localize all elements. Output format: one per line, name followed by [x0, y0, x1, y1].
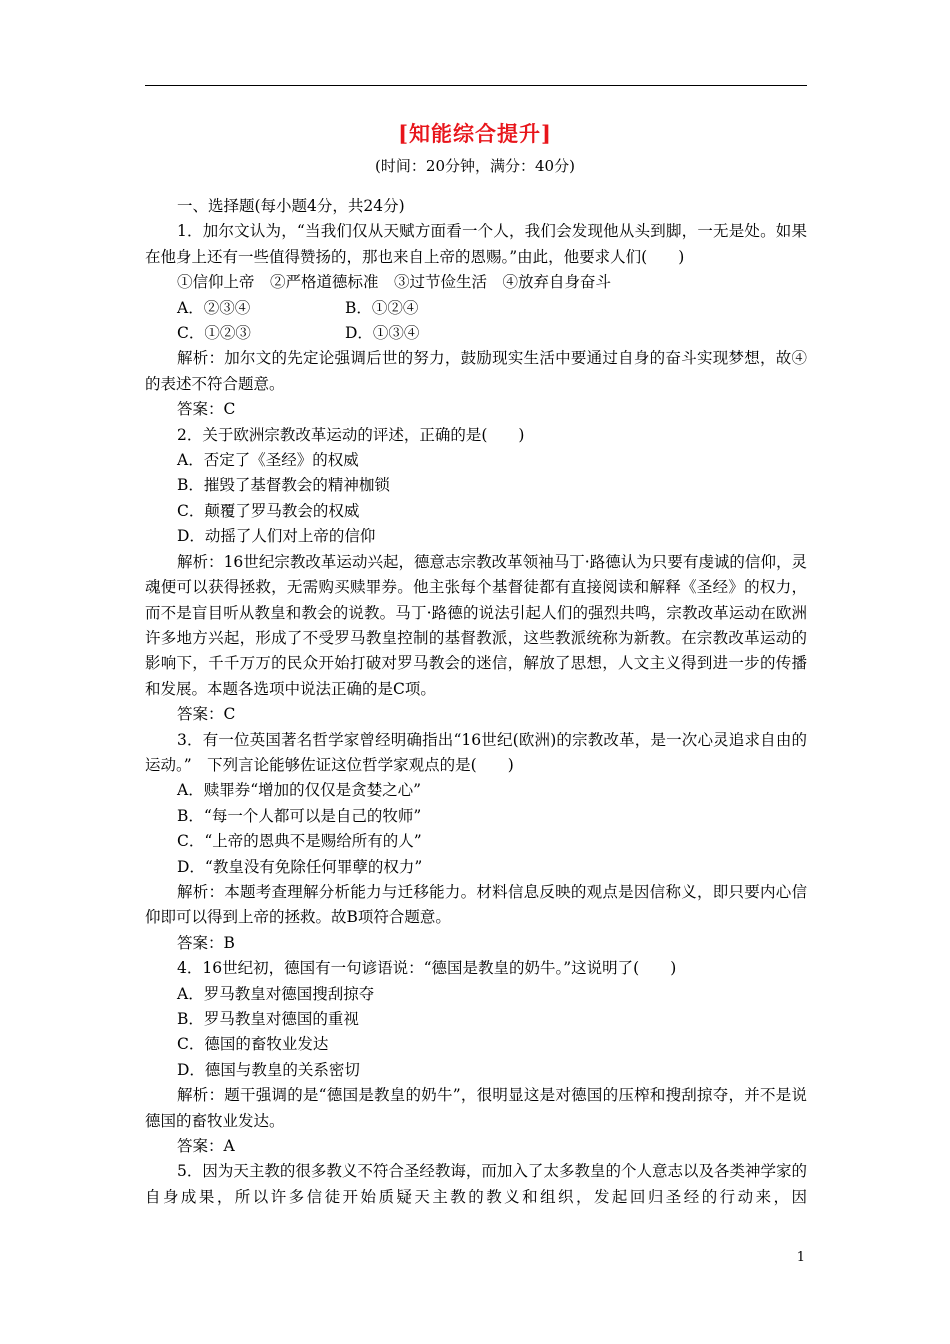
question-4-analysis: 解析：题干强调的是“德国是教皇的奶牛”，很明显这是对德国的压榨和搜刮掠夺，并不是说德国的畜牧业发达。	[145, 1086, 807, 1130]
question-5-stem: 5．因为天主教的很多教义不符合圣经教诲，而加入了太多教皇的个人意志以及各类神学家的自身成果，所以许多信徒开始质疑天主教的教义和组织，发起回归圣经的行动来，因	[145, 1162, 807, 1206]
option-a: A．否定了《圣经》的权威	[177, 451, 359, 470]
option-b: B．罗马教皇对德国的重视	[177, 1010, 359, 1028]
question-2-answer: 答案：C	[177, 705, 236, 724]
option-b: B．“每一个人都可以是自己的牧师”	[177, 806, 422, 825]
option-c: C．德国的畜牧业发达	[177, 1035, 329, 1054]
question-1-stem: 1．加尔文认为，“当我们仅从天赋方面看一个人，我们会发现他从头到脚，一无是处。如果在他身上还有一些值得赞扬的，那也来自上帝的恩赐。”由此，他要求人们( )	[145, 222, 807, 266]
document-body	[145, 194, 807, 1210]
option-a: A．罗马教皇对德国搜刮掠夺	[177, 984, 375, 1003]
question-4-answer: 答案：A	[177, 1137, 235, 1156]
option-c: C．颠覆了罗马教会的权威	[177, 501, 360, 520]
option-b: B．①②④	[345, 298, 419, 317]
time-score-info: (时间：20分钟，满分：40分)	[375, 157, 575, 175]
option-d: D．德国与教皇的关系密切	[177, 1060, 360, 1079]
option-b: B．摧毁了基督教会的精神枷锁	[177, 476, 390, 495]
option-a: A．②③④	[177, 298, 251, 317]
section-heading: 一、选择题(每小题4分，共24分)	[177, 197, 405, 215]
question-3-stem: 3．有一位英国著名哲学家曾经明确指出“16世纪(欧洲)的宗教改革，是一次心灵追求自由的运动。” 下列言论能够佐证这位哲学家观点的是( )	[145, 730, 807, 774]
question-3-analysis: 解析：本题考查理解分析能力与迁移能力。材料信息反映的观点是因信称义，即只要内心信仰即可以得到上帝的拯救。故B项符合题意。	[145, 882, 807, 927]
option-d: D．“教皇没有免除任何罪孽的权力”	[177, 857, 423, 876]
question-1-analysis: 解析：加尔文的先定论强调后世的努力，鼓励现实生活中要通过自身的奋斗实现梦想，故④的表述不符合题意。	[145, 349, 807, 393]
header-rule	[145, 85, 807, 86]
option-a: A．赎罪券“增加的仅仅是贪婪之心”	[177, 781, 422, 800]
question-3-answer: 答案：B	[177, 933, 235, 952]
page-title: [知能综合提升]	[398, 121, 552, 146]
question-4-stem: 4．16世纪初，德国有一句谚语说：“德国是教皇的奶牛。”这说明了( )	[177, 959, 677, 978]
question-2-analysis: 解析：16世纪宗教改革运动兴起，德意志宗教改革领袖马丁·路德认为只要有虔诚的信仰，灵魂便可以获得拯救，无需购买赎罪券。他主张每个基督徒都有直接阅读和解释《圣经》的权力，而不是盲目听从教皇和教会的说教。马丁·路德的说法引起人们的强烈共鸣，宗教改革运动在欧洲许多地方兴起，形成了不受罗马教皇控制的基督教派，这些教派统称为新教。在宗教改革运动的影响下，千千万万的民众开始打破对罗马教会的迷信，解放了思想，人文主义得到进一步的传播和发展。本题各选项中说法正确的是C项。	[145, 552, 807, 698]
option-d: D．①③④	[345, 324, 420, 343]
question-1-answer: 答案：C	[177, 400, 236, 419]
question-1-statements: ①信仰上帝 ②严格道德标准 ③过节俭生活 ④放弃自身奋斗	[177, 273, 612, 292]
question-2-stem: 2．关于欧洲宗教改革运动的评述，正确的是( )	[177, 425, 525, 444]
question-1-options-row-1	[145, 296, 807, 321]
page-number: 1	[796, 1250, 805, 1265]
option-d: D．动摇了人们对上帝的信仰	[177, 527, 376, 546]
option-c: C．①②③	[177, 324, 251, 343]
option-c: C．“上帝的恩典不是赐给所有的人”	[177, 832, 422, 851]
question-1-options-row-2	[145, 321, 807, 346]
